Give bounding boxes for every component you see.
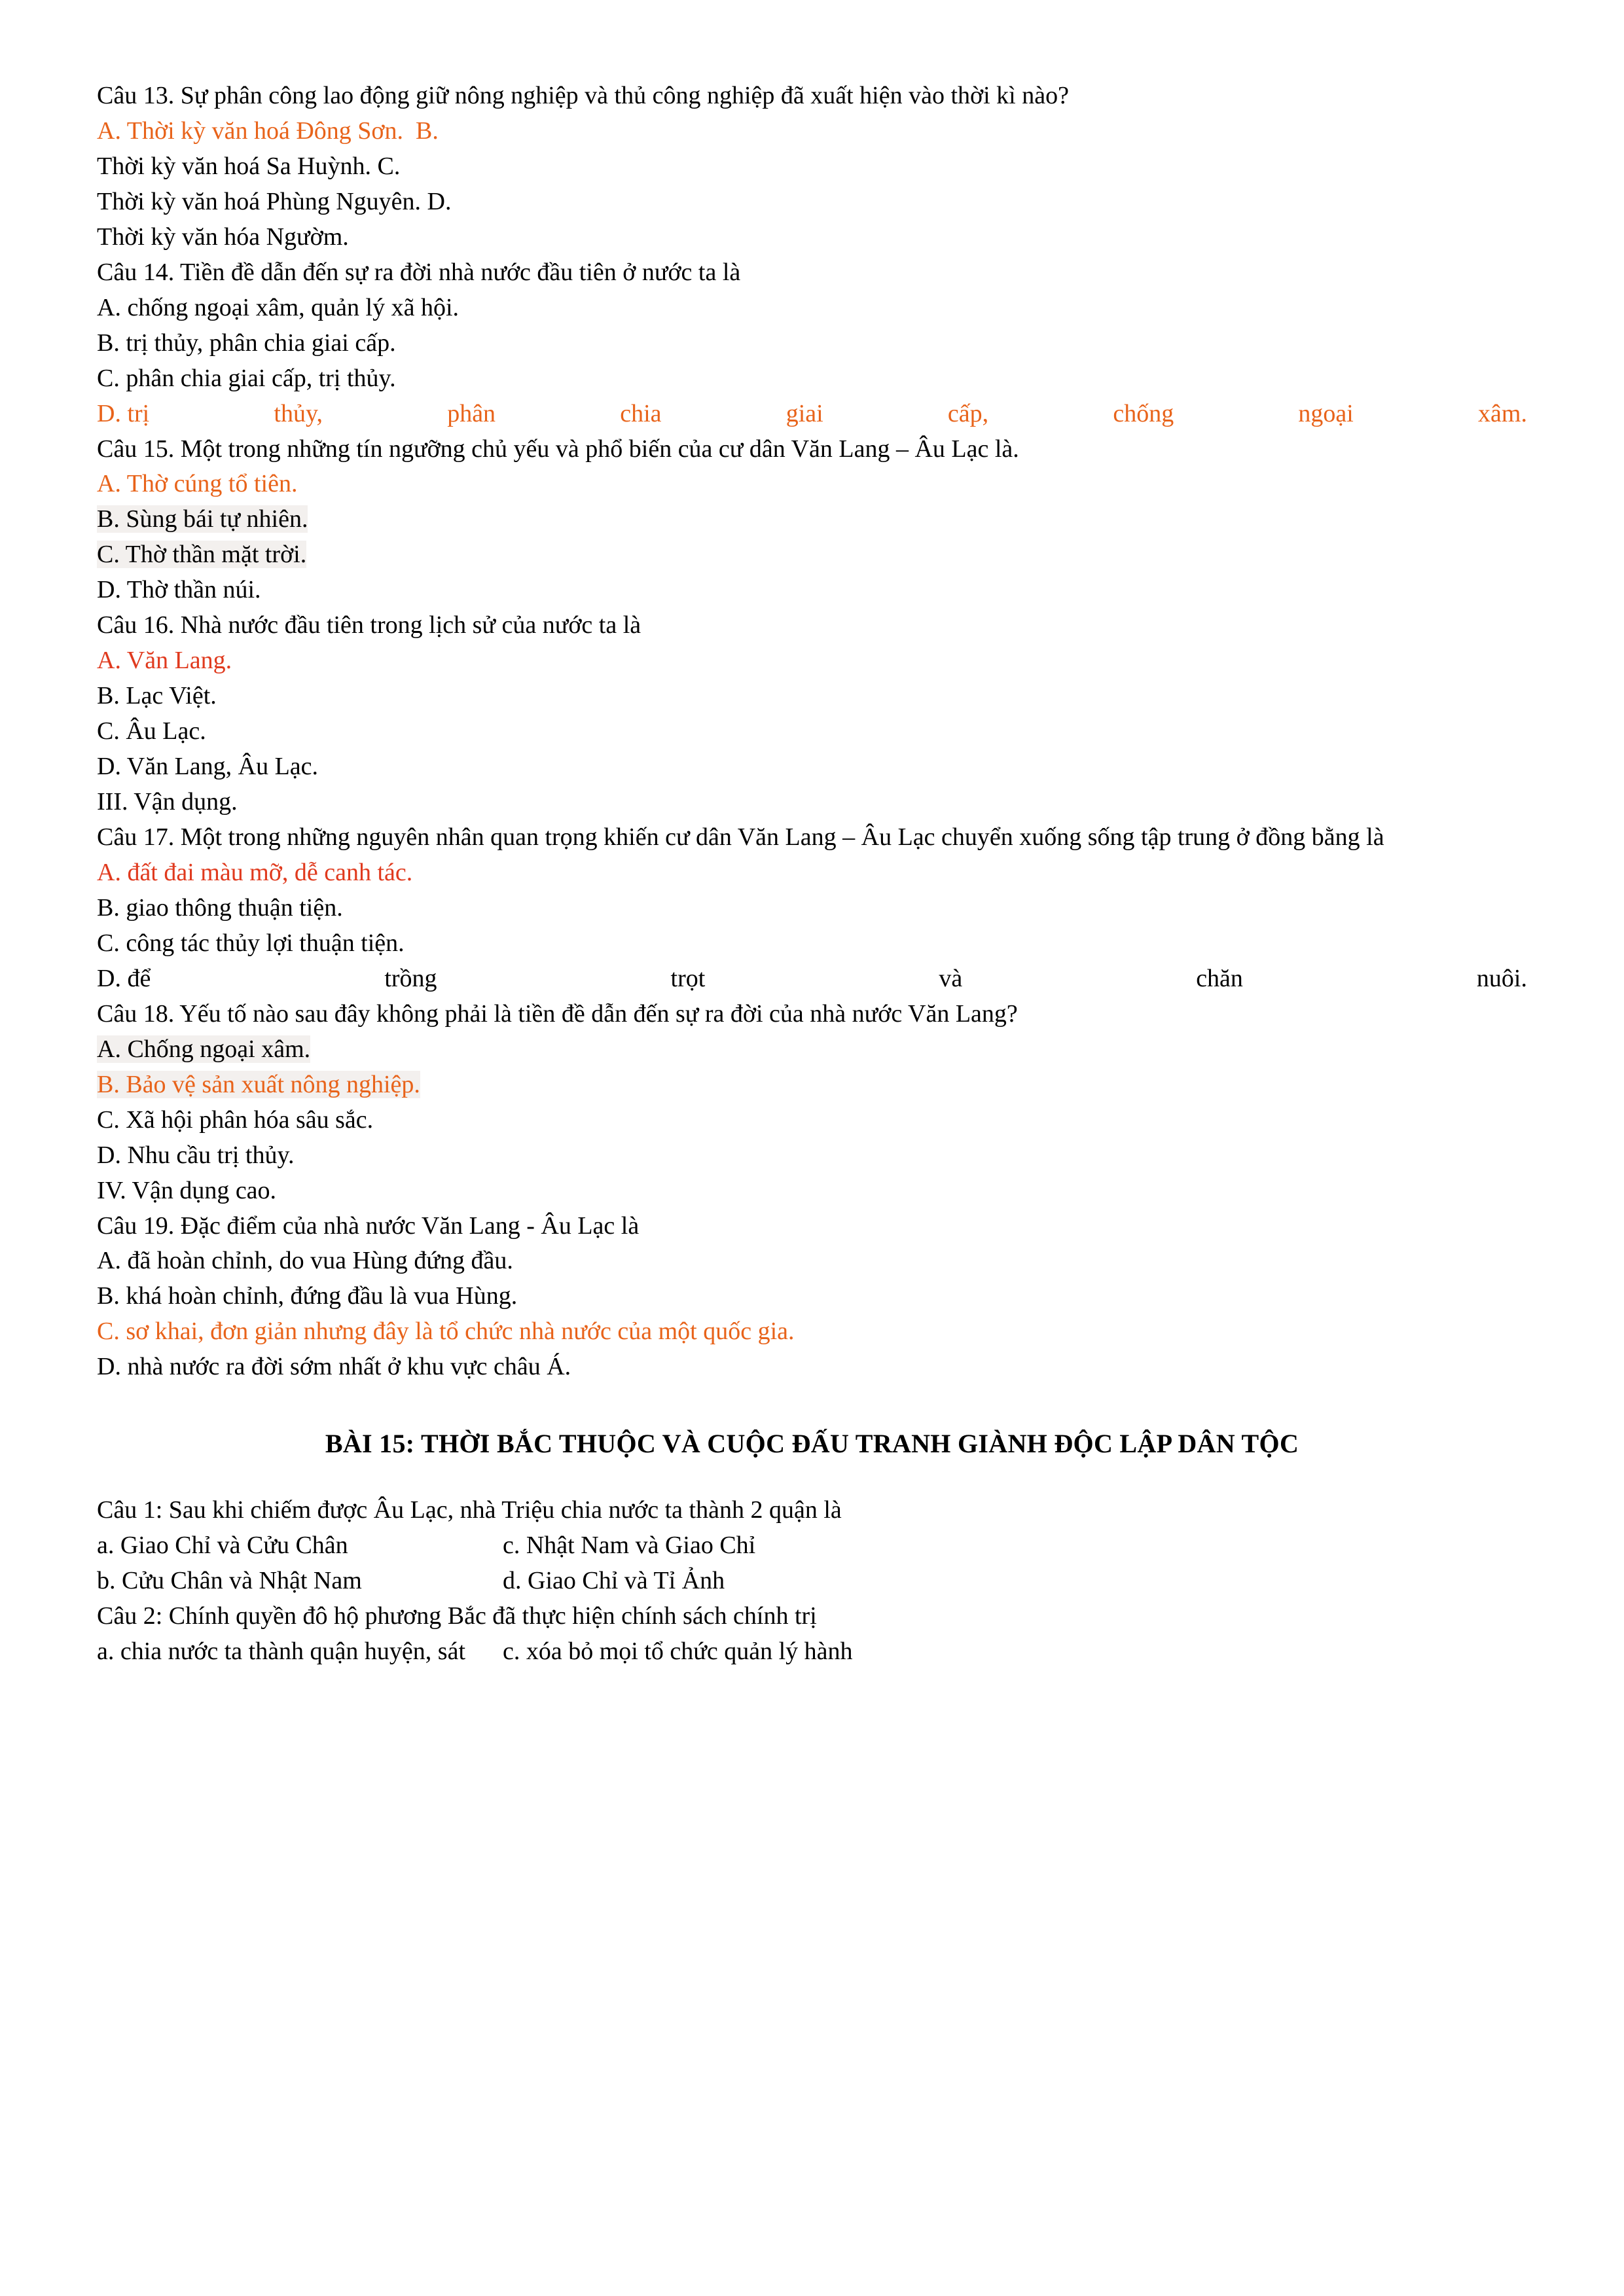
question-15-option-d: D. Thờ thần núi. [97,576,261,604]
question-15-option-c [97,537,1527,573]
question-13-option-b: Thời kỳ văn hoá Sa Huỳnh. C. [97,152,401,180]
bai15-question-1-options-row-2 [97,1564,1527,1599]
lesson-heading: BÀI 15: THỜI BẮC THUỘC VÀ CUỘC ĐẤU TRANH GIÀNH ĐỘC LẬP DÂN TỘC [325,1429,1299,1459]
bai15-q1-option-d: d. Giao Chỉ và Tỉ Ảnh [503,1566,725,1594]
q14-d-part-5: cấp, [947,399,989,427]
question-16-option-c: C. Âu Lạc. [97,717,206,745]
question-18-option-a [97,1032,1527,1067]
q14-d-part-4: giai [785,399,823,427]
q17-d-part-4: chăn [1196,964,1243,992]
q14-d-part-2: phân [447,399,496,427]
q17-d-part-3: và [939,964,963,992]
bai15-question-1-stem: Câu 1: Sau khi chiếm được Âu Lạc, nhà Triệu chia nước ta thành 2 quận là [97,1496,842,1524]
question-17-stem: Câu 17. Một trong những nguyên nhân quan trọng khiến cư dân Văn Lang – Âu Lạc chuyển xuống sống tập trung ở đồng bằng là [97,823,1384,852]
question-17-option-a: A. đất đai màu mỡ, dễ canh tác. [97,858,413,886]
question-16-stem: Câu 16. Nhà nước đầu tiên trong lịch sử của nước ta là [97,611,641,639]
bai15-q1-option-a: a. Giao Chỉ và Cửu Chân [97,1532,348,1560]
document-body [97,79,1527,1670]
question-15-option-b-text: B. Sùng bái tự nhiên. [97,505,308,533]
question-18-option-c: C. Xã hội phân hóa sâu sắc. [97,1105,374,1134]
question-16-option-a: A. Văn Lang. [97,647,232,675]
question-14-option-a: A. chống ngoại xâm, quản lý xã hội. [97,293,460,321]
section-iii-heading: III. Vận dụng. [97,788,238,816]
question-15-option-a: A. Thờ cúng tổ tiên. [97,470,298,498]
question-16-option-d: D. Văn Lang, Âu Lạc. [97,753,319,781]
question-15-option-c-text: C. Thờ thần mặt trời. [97,541,307,569]
bai15-q1-option-c: c. Nhật Nam và Giao Chỉ [503,1532,756,1560]
question-14-stem: Câu 14. Tiền đề dẫn đến sự ra đời nhà nước đầu tiên ở nước ta là [97,258,741,286]
question-18-option-b-text: B. Bảo vệ sản xuất nông nghiệp. [97,1070,420,1098]
question-19-option-b: B. khá hoàn chỉnh, đứng đầu là vua Hùng. [97,1282,518,1310]
q14-d-part-0: D. trị [97,399,150,427]
question-19-option-d: D. nhà nước ra đời sớm nhất ở khu vực châu Á. [97,1353,571,1381]
question-17-option-b: B. giao thông thuận tiện. [97,893,343,922]
q14-d-part-6: chống [1113,399,1174,427]
question-17-option-c: C. công tác thủy lợi thuận tiện. [97,929,405,957]
question-17-option-d [97,961,1527,997]
question-18-option-d: D. Nhu cầu trị thủy. [97,1141,295,1169]
bai15-q2-option-a: a. chia nước ta thành quận huyện, sát [97,1637,466,1665]
q17-d-part-5: nuôi. [1476,964,1527,992]
question-19-stem: Câu 19. Đặc điểm của nhà nước Văn Lang - Âu Lạc là [97,1211,640,1240]
question-14-option-d [97,397,1527,432]
question-13-option-a: A. Thời kỳ văn hoá Đông Sơn. B. [97,117,439,145]
question-13-option-c: Thời kỳ văn hoá Phùng Nguyên. D. [97,187,452,215]
bai15-question-2-stem: Câu 2: Chính quyền đô hộ phương Bắc đã thực hiện chính sách chính trị [97,1602,817,1630]
q14-d-part-3: chia [620,399,662,427]
q14-d-part-7: ngoại [1298,399,1354,427]
q17-d-part-2: trọt [670,964,706,992]
question-19-option-a: A. đã hoàn chỉnh, do vua Hùng đứng đầu. [97,1247,513,1275]
question-14-option-b: B. trị thủy, phân chia giai cấp. [97,329,396,357]
bai15-q1-option-b: b. Cửu Chân và Nhật Nam [97,1566,362,1594]
section-iv-heading: IV. Vận dụng cao. [97,1176,277,1204]
bai15-question-1-options-row-1 [97,1528,1527,1564]
question-15-option-b [97,502,1527,537]
q17-d-part-1: trồng [384,964,437,992]
question-14-option-c: C. phân chia giai cấp, trị thủy. [97,364,396,392]
bai15-question-2-options-row-1 [97,1634,1527,1670]
question-18-option-a-text: A. Chống ngoại xâm. [97,1035,311,1063]
q17-d-part-0: D. để [97,964,151,992]
question-18-stem: Câu 18. Yếu tố nào sau đây không phải là tiền đề dẫn đến sự ra đời của nhà nước Văn Lang? [97,999,1018,1028]
question-16-option-b: B. Lạc Việt. [97,682,217,710]
q14-d-part-8: xâm. [1478,399,1527,427]
question-13-option-d: Thời kỳ văn hóa Ngườm. [97,223,349,251]
question-13-stem: Câu 13. Sự phân công lao động giữ nông nghiệp và thủ công nghiệp đã xuất hiện vào thời kì nào? [97,82,1069,109]
bai15-q2-option-c: c. xóa bỏ mọi tổ chức quản lý hành [503,1637,853,1665]
question-15-stem: Câu 15. Một trong những tín ngưỡng chủ yếu và phổ biến của cư dân Văn Lang – Âu Lạc là. [97,435,1019,463]
question-19-option-c: C. sơ khai, đơn giản nhưng đây là tổ chức nhà nước của một quốc gia. [97,1318,795,1346]
q14-d-part-1: thủy, [274,399,323,427]
question-18-option-b [97,1067,1527,1103]
